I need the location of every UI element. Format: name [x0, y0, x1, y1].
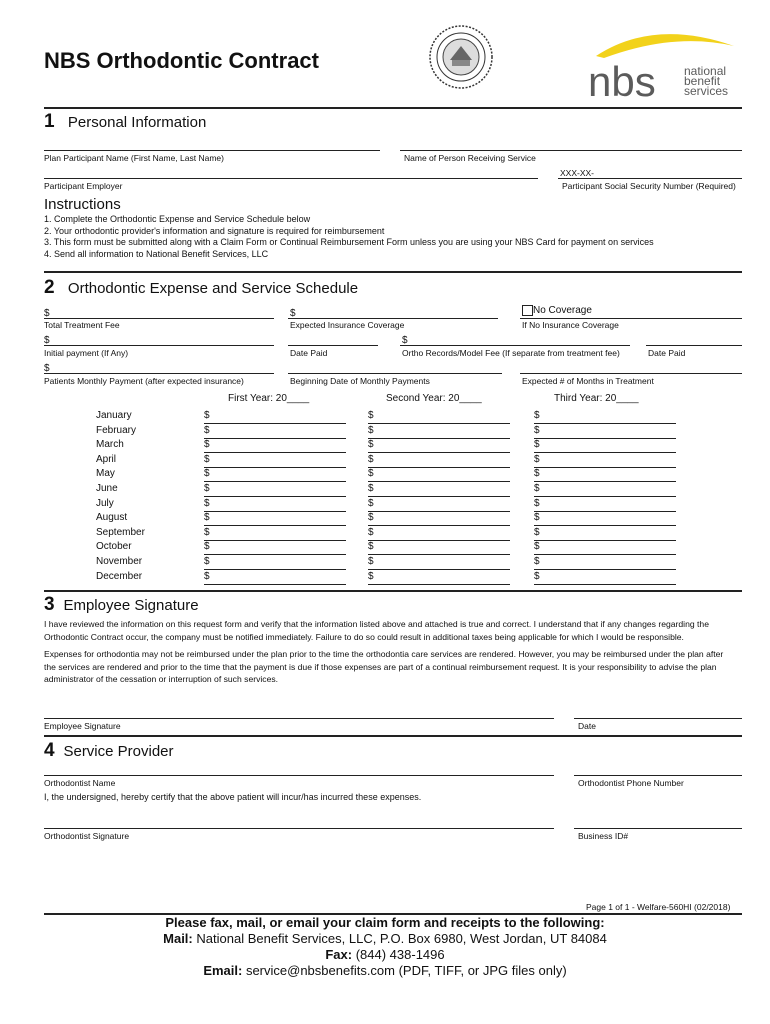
month-label: September [96, 526, 145, 538]
month-dollar-sign: $ [534, 570, 540, 582]
month-amount-field[interactable] [534, 569, 676, 570]
month-dollar-sign: $ [204, 556, 210, 567]
month-amount-field[interactable] [204, 554, 346, 555]
date-label: Date [578, 721, 596, 731]
month-amount-field[interactable] [204, 511, 346, 512]
month-amount-field[interactable] [534, 481, 676, 482]
month-dollar-sign: $ [368, 410, 374, 421]
month-label: April [96, 453, 117, 465]
month-amount-field[interactable] [534, 452, 676, 453]
month-amount-field[interactable] [534, 525, 676, 526]
month-amount-field[interactable] [368, 569, 510, 570]
month-dollar-sign: $ [534, 424, 540, 436]
month-dollar-sign: $ [368, 483, 374, 494]
month-dollar-sign: $ [204, 453, 210, 465]
month-amount-field[interactable] [534, 554, 676, 555]
month-dollar-sign: $ [534, 453, 540, 465]
month-amount-field[interactable] [204, 569, 346, 570]
employee-signature-label: Employee Signature [44, 721, 121, 731]
orthodontist-name-label: Orthodontist Name [44, 778, 116, 788]
month-amount-field[interactable] [204, 525, 346, 526]
month-amount-field[interactable] [204, 496, 346, 497]
section-2-heading: 2 Orthodontic Expense and Service Schedule [44, 277, 359, 298]
month-label: February [96, 424, 137, 436]
month-amount-field[interactable] [534, 540, 676, 541]
section-3-heading: 3 Employee Signature [44, 594, 199, 615]
month-label: March [96, 439, 124, 451]
month-dollar-sign: $ [534, 468, 540, 480]
month-label: December [96, 570, 143, 582]
month-amount-field[interactable] [204, 452, 346, 453]
month-dollar-sign: $ [204, 570, 210, 582]
month-label: June [96, 483, 118, 494]
month-amount-field[interactable] [534, 438, 676, 439]
month-dollar-sign: $ [368, 468, 374, 480]
month-amount-field[interactable] [368, 481, 510, 482]
orthodontist-signature-label: Orthodontist Signature [44, 831, 130, 841]
month-label: May [96, 468, 115, 480]
month-amount-field[interactable] [368, 467, 510, 468]
footer-email: Email: service@nbsbenefits.com (PDF, TIFF, or JPG files only) [203, 963, 567, 978]
month-dollar-sign: $ [368, 512, 374, 524]
month-dollar-sign: $ [534, 483, 540, 494]
section-4-heading: 4 Service Provider [44, 740, 174, 761]
month-dollar-sign: $ [368, 541, 374, 553]
participant-name-label: Plan Participant Name (First Name, Last Name) [44, 153, 224, 163]
month-amount-field[interactable] [204, 481, 346, 482]
form-title: NBS Orthodontic Contract [44, 48, 319, 73]
month-amount-field[interactable] [368, 438, 510, 439]
month-dollar-sign: $ [368, 526, 374, 538]
month-dollar-sign: $ [368, 570, 374, 582]
second-year-header: Second Year: 20____ [386, 393, 482, 404]
month-dollar-sign: $ [368, 424, 374, 436]
month-label: November [96, 556, 143, 567]
month-amount-field[interactable] [534, 467, 676, 468]
month-amount-field[interactable] [534, 511, 676, 512]
month-dollar-sign: $ [534, 512, 540, 524]
month-dollar-sign: $ [534, 410, 540, 421]
month-amount-field[interactable] [368, 511, 510, 512]
section-1-heading: 1 Personal Information [44, 111, 207, 132]
month-amount-field[interactable] [534, 423, 676, 424]
declaration-paragraph: I have reviewed the information on this request form and verify that the information listed above and attached is true and correct. I understand that if any changes regarding the Orthodontic Contract occur, the company must be notified immediately. Failure to do so could result in additional taxes being applicable for which I would be responsible. [44, 619, 709, 642]
month-dollar-sign: $ [368, 497, 374, 509]
month-amount-field[interactable] [368, 554, 510, 555]
date-paid-label: Date Paid [290, 348, 328, 358]
initial-payment-label: Initial payment (If Any) [44, 348, 129, 358]
monthly-payment-label: Patients Monthly Payment (after expected insurance) [44, 376, 244, 386]
if-no-insurance-label: If No Insurance Coverage [522, 320, 619, 330]
month-dollar-sign: $ [204, 512, 210, 524]
month-dollar-sign: $ [204, 541, 210, 553]
employer-label: Participant Employer [44, 181, 123, 191]
month-dollar-sign: $ [204, 468, 210, 480]
month-dollar-sign: $ [534, 497, 540, 509]
receiving-service-label: Name of Person Receiving Service [404, 153, 536, 163]
expected-months-label: Expected # of Months in Treatment [522, 376, 654, 386]
reimbursement-paragraph: Expenses for orthodontia may not be reimbursed under the plan prior to the time the orthodontia care services are rendered. However, you may be reimbursed under the plan after the services are rendered and prior to the time that the payment is due if those expenses are part of a continual reimbursement request. It is your responsibility to advise the plan administrator of the cessation or interruption of such services. [44, 649, 724, 684]
beginning-date-label: Beginning Date of Monthly Payments [290, 376, 430, 386]
ssn-label: Participant Social Security Number (Required) [562, 181, 736, 191]
third-year-header: Third Year: 20____ [554, 393, 639, 404]
month-amount-field[interactable] [368, 584, 510, 585]
month-amount-field[interactable] [368, 496, 510, 497]
month-dollar-sign: $ [368, 453, 374, 465]
month-amount-field[interactable] [204, 423, 346, 424]
instructions-title: Instructions [44, 196, 121, 213]
month-dollar-sign: $ [204, 497, 210, 509]
month-dollar-sign: $ [204, 526, 210, 538]
business-id-label: Business ID# [578, 831, 629, 841]
month-amount-field[interactable] [204, 540, 346, 541]
orthodontist-phone-label: Orthodontist Phone Number [578, 778, 684, 788]
expected-insurance-label: Expected Insurance Coverage [290, 320, 405, 330]
month-amount-field[interactable] [204, 584, 346, 585]
seal-icon [428, 24, 494, 90]
month-label: January [96, 410, 132, 421]
date-paid-2-label: Date Paid [648, 348, 686, 358]
month-amount-field[interactable] [368, 540, 510, 541]
total-treatment-fee-label: Total Treatment Fee [44, 320, 120, 330]
month-amount-field[interactable] [534, 496, 676, 497]
ortho-records-label: Ortho Records/Model Fee (If separate from treatment fee) [402, 348, 620, 358]
month-amount-field[interactable] [368, 423, 510, 424]
no-coverage-checkbox[interactable]: No Coverage [522, 305, 592, 316]
month-label: August [96, 512, 128, 524]
footer-heading: Please fax, mail, or email your claim form and receipts to the following: [165, 915, 605, 930]
footer-mail: Mail: National Benefit Services, LLC, P.O. Box 6980, West Jordan, UT 84084 [163, 931, 607, 946]
instructions-list: 1. Complete the Orthodontic Expense and Service Schedule below 2. Your orthodontic provider's information and signature is required for reimbursement 3. This form must be submitted along with a Claim Form or Continual Reimbursement Form unless you are using your NBS Card for payment on services 4. Send all information to National Benefit Services, LLC [44, 214, 654, 259]
month-dollar-sign: $ [204, 439, 210, 451]
logo-subtext: national benefit services [684, 64, 729, 98]
month-dollar-sign: $ [204, 483, 210, 494]
month-amount-field[interactable] [368, 452, 510, 453]
month-amount-field[interactable] [204, 467, 346, 468]
month-amount-field[interactable] [204, 438, 346, 439]
svg-text:nbs: nbs [588, 58, 656, 102]
footer-fax: Fax: (844) 438-1496 [325, 947, 445, 962]
month-dollar-sign: $ [368, 556, 374, 567]
ssn-mask: XXX-XX- [560, 168, 595, 178]
month-dollar-sign: $ [534, 526, 540, 538]
month-dollar-sign: $ [534, 556, 540, 567]
month-label: July [96, 497, 114, 509]
first-year-header: First Year: 20____ [228, 393, 310, 404]
month-dollar-sign: $ [534, 439, 540, 451]
month-dollar-sign: $ [204, 410, 210, 421]
month-amount-field[interactable] [368, 525, 510, 526]
month-label: October [96, 541, 132, 553]
month-dollar-sign: $ [204, 424, 210, 436]
month-dollar-sign: $ [534, 541, 540, 553]
certify-statement: I, the undersigned, hereby certify that the above patient will incur/has incurred these expenses. [44, 792, 422, 802]
month-amount-field[interactable] [534, 584, 676, 585]
page-number: Page 1 of 1 - Welfare-560HI (02/2018) [586, 902, 731, 912]
month-dollar-sign: $ [368, 439, 374, 451]
